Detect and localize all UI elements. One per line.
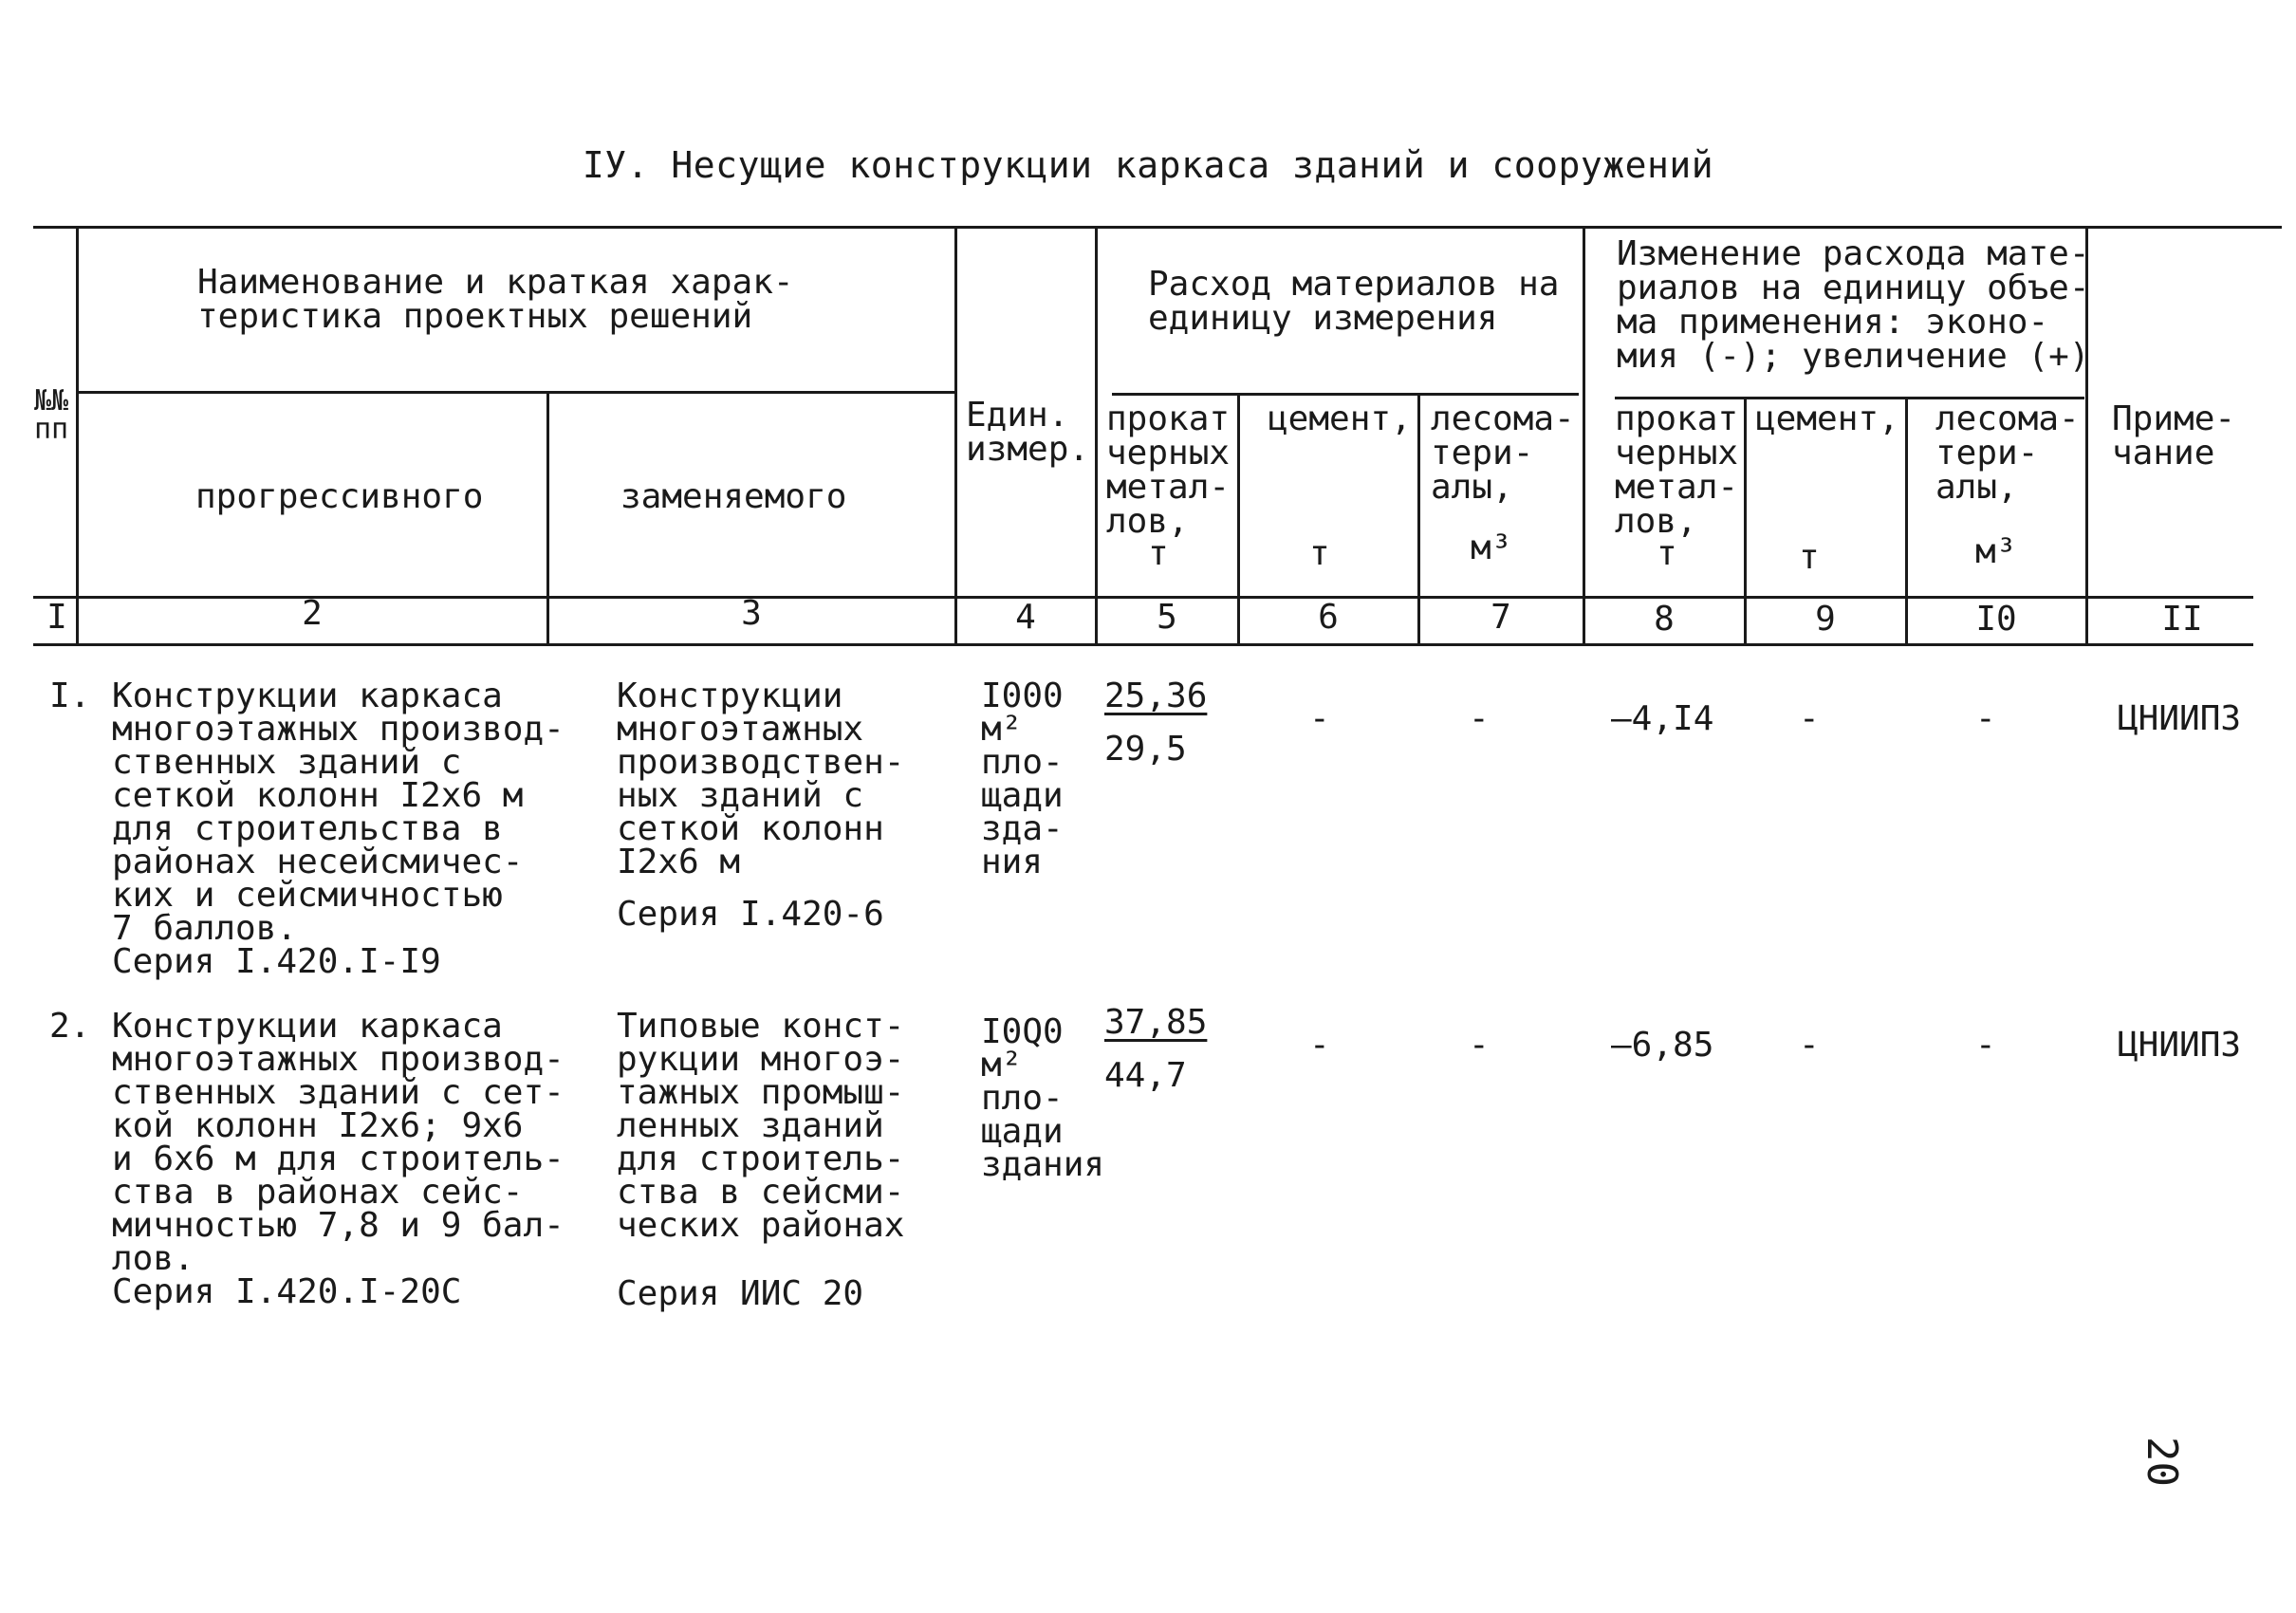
delta-metal-value: –4,I4 [1611,699,1714,738]
delta-cement-value: - [1799,1026,1820,1065]
col-divider-3 [954,226,957,645]
progressive-description: Конструкции каркаса многоэтажных производ- ственных зданий с сеткой колонн I2x6 м для строительства в районах несейсмичес- ких и сейсмичностью 7 баллов. Серия I.420.I-I9 [112,677,565,981]
delta-timber-value: - [1975,1026,1996,1065]
col-num-4: 4 [1015,598,1036,637]
header-no: №№ пп [34,384,69,446]
header-d-timber-unit: м³ [1975,532,2017,571]
unit-value: I000 м² пло- щади зда- ния [981,677,1064,881]
progressive-description: Конструкции каркаса многоэтажных производ- ственных зданий с сет- кой колонн I2x6; 9x6 и 6x6 м для строитель- ства в районах сейс- мичностью 7,8 и 9 бал- лов. Серия I.420.I-20С [112,1007,565,1311]
replaced-series: Серия ИИС 20 [617,1274,864,1313]
page-title: IУ. Несущие конструкции каркаса зданий и сооружений [582,144,1714,186]
replaced-description: Типовые конст- рукции многоэ- тажных промыш- ленных зданий для строитель- ства в сейсми- ческих районах [617,1007,905,1245]
col-num-1: I [46,598,67,637]
col-num-5: 5 [1157,598,1177,637]
col-num-6: 6 [1318,598,1339,637]
col-num-3: 3 [741,594,762,633]
cement-value: - [1309,1026,1330,1065]
header-consumption-group: Расход материалов на единицу измерения [1148,265,1560,338]
row-number: 2. [49,1007,91,1046]
header-timber: лесома- тери- алы, [1431,399,1575,507]
note-value: ЦНИИПЗ [2118,699,2242,738]
name-group-underline [78,391,954,394]
table-top-border [33,226,2282,229]
header-unit: Един. измер. [966,396,1090,469]
col-num-9: 9 [1815,600,1836,639]
numbers-bottom-border [33,643,2253,646]
metal-value-numerator: 25,36 [1104,677,1208,715]
col-num-2: 2 [302,594,323,633]
row-number: I. [49,677,91,715]
metal-value-numerator: 37,85 [1104,1003,1208,1042]
header-d-cement-unit: т [1799,538,1820,577]
col-divider-4 [1095,226,1098,645]
page-number: 20 [2137,1437,2186,1487]
header-progressive: прогрессивного [195,477,484,516]
header-metal: прокат черных метал- лов, [1106,399,1231,541]
header-d-metal-unit: т [1657,534,1677,573]
header-d-timber: лесома- тери- алы, [1935,399,2080,507]
col-num-11: II [2161,600,2203,639]
header-name-group: Наименование и краткая харак- теристика проектных решений [197,263,794,336]
cement-value: - [1309,699,1330,738]
metal-value-denominator: 29,5 [1104,730,1187,769]
col-num-7: 7 [1491,598,1511,637]
col-divider-1 [76,226,79,645]
delta-metal-value: –6,85 [1611,1026,1714,1065]
timber-value: - [1469,1026,1490,1065]
header-replaced: заменяемого [620,477,847,516]
delta-timber-value: - [1975,699,1996,738]
delta-cement-value: - [1799,699,1820,738]
header-metal-unit: т [1148,534,1169,573]
header-timber-unit: м³ [1471,528,1512,567]
header-d-cement: цемент, [1755,399,1899,438]
col-num-8: 8 [1654,600,1675,639]
consumption-group-underline [1112,393,1579,396]
metal-value-denominator: 44,7 [1104,1056,1187,1095]
col-divider-7 [1583,226,1585,645]
timber-value: - [1469,699,1490,738]
col-num-10: I0 [1975,600,2017,639]
header-d-metal: прокат черных метал- лов, [1615,399,1739,541]
header-note: Приме- чание [2112,399,2236,473]
header-cement: цемент, [1268,399,1412,438]
replaced-description: Конструкции многоэтажных производствен- ных зданий с сеткой колонн I2x6 м [617,677,905,881]
unit-value: I0Q0 м² пло- щади здания [981,1012,1105,1184]
replaced-series: Серия I.420-6 [617,895,884,934]
header-change-group: Изменение расхода мате- риалов на единицу объе- ма применения: эконо- мия (-); увеличение (+) [1617,234,2090,376]
note-value: ЦНИИПЗ [2118,1026,2242,1065]
header-cement-unit: т [1309,534,1330,573]
